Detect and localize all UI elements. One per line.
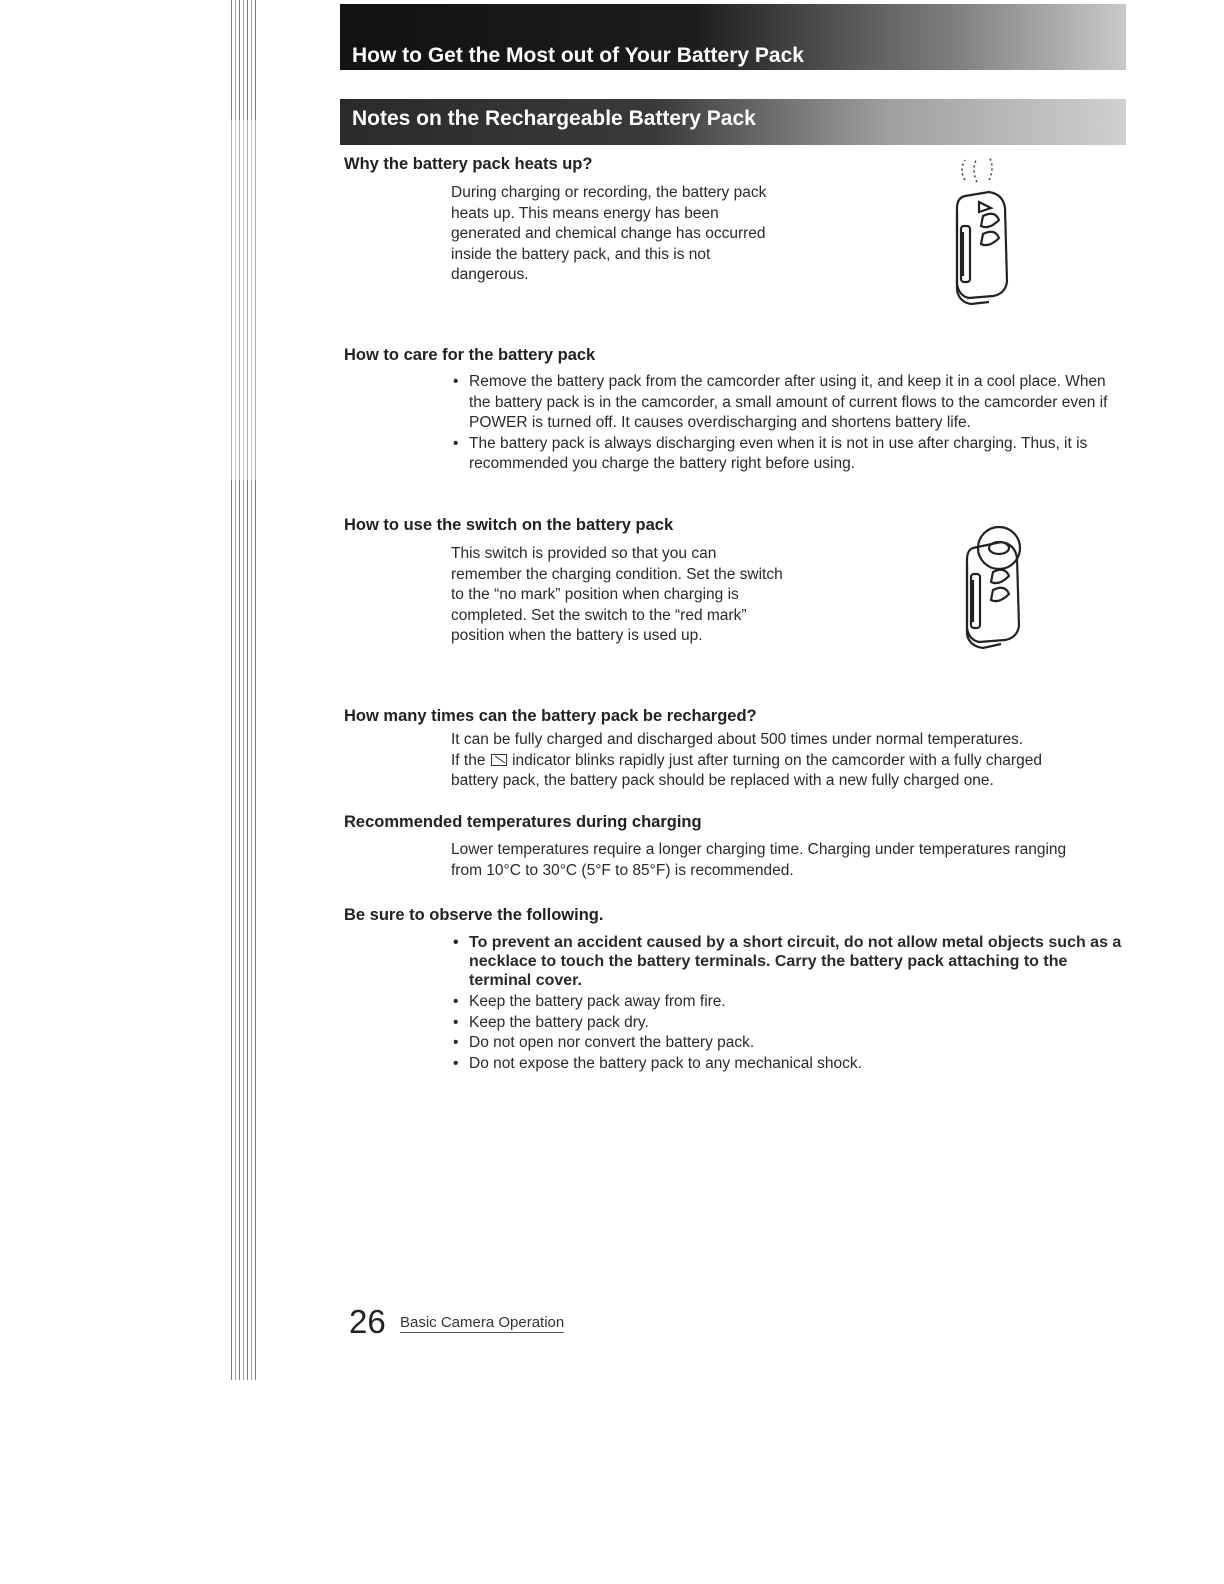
list-item-warning: • To prevent an accident caused by a short circuit, do not allow metal objects such as a necklace to touch the battery terminals. Carry the battery pack attaching to the terminal cover. xyxy=(451,933,1123,990)
paragraph-temperatures xyxy=(451,840,1131,881)
page-number: 26 xyxy=(349,1303,386,1340)
list-item: • The battery pack is always discharging even when it is not in use after charging. Thus, it is recommended you charge the battery right before using. xyxy=(451,434,1123,475)
text-line: completed. Set the switch to the “red mark” xyxy=(451,606,747,624)
text-fragment: indicator blinks rapidly just after turning on the camcorder with a fully charged xyxy=(512,751,1042,769)
text-line: remember the charging condition. Set the switch xyxy=(451,565,783,583)
text-line: dangerous. xyxy=(451,266,529,283)
text-line: battery pack, the battery pack should be replaced with a new fully charged one. xyxy=(451,772,994,789)
text-line: heats up. This means energy has been xyxy=(451,204,719,222)
list-item: • Do not expose the battery pack to any mechanical shock. xyxy=(451,1054,1123,1075)
section-title: Notes on the Rechargeable Battery Pack xyxy=(352,107,756,130)
text-line: to the “no mark” position when charging is xyxy=(451,586,739,603)
paragraph-switch xyxy=(451,544,831,647)
heading-observe: Be sure to observe the following. xyxy=(344,906,604,924)
heading-switch: How to use the switch on the battery pack xyxy=(344,516,674,534)
text-line: During charging or recording, the battery pack xyxy=(451,184,767,201)
page-banner xyxy=(340,4,1126,70)
observe-bullet-list xyxy=(451,933,1123,1074)
heading-care: How to care for the battery pack xyxy=(344,346,596,364)
battery-indicator-icon xyxy=(491,754,507,766)
care-bullet-list xyxy=(451,372,1123,475)
list-item: • Remove the battery pack from the camcorder after using it, and keep it in a cool place. When the battery pack is in the camcorder, a small amount of current flows to the camcorder even if POWER is turned off. It causes overdischarging and shortens battery life. xyxy=(451,372,1123,434)
list-item: • Keep the battery pack away from fire. xyxy=(451,992,1123,1013)
battery-switch-illustration xyxy=(955,522,1035,650)
section-banner xyxy=(340,99,1126,145)
heading-why-heats-up: Why the battery pack heats up? xyxy=(344,155,593,173)
text-line: Lower temperatures require a longer charging time. Charging under temperatures ranging xyxy=(451,841,1067,858)
paragraph-why-heats-up xyxy=(451,183,811,286)
text-line: It can be fully charged and discharged about 500 times under normal temperatures. xyxy=(451,731,1024,748)
text-line-indicator xyxy=(451,751,1123,772)
banner-title: How to Get the Most out of Your Battery Pack xyxy=(352,44,804,67)
paragraph-recharge-count xyxy=(451,730,1123,792)
text-line: position when the battery is used up. xyxy=(451,627,703,644)
list-item: • Keep the battery pack dry. xyxy=(451,1013,1123,1034)
binding-edge-mid xyxy=(228,480,258,1380)
heading-recharge-count: How many times can the battery pack be recharged? xyxy=(344,707,757,725)
text-line: generated and chemical change has occurred xyxy=(451,225,766,242)
list-item: • Do not open nor convert the battery pack. xyxy=(451,1033,1123,1054)
text-line: from 10°C to 30°C (5°F to 85°F) is recommended. xyxy=(451,861,794,879)
text-line: This switch is provided so that you can xyxy=(451,545,717,562)
battery-heat-illustration xyxy=(945,152,1025,307)
footer-label: Basic Camera Operation xyxy=(400,1314,565,1331)
text-line: inside the battery pack, and this is not xyxy=(451,245,711,263)
text-fragment: If the xyxy=(451,751,486,769)
heading-temperatures: Recommended temperatures during charging xyxy=(344,813,702,831)
